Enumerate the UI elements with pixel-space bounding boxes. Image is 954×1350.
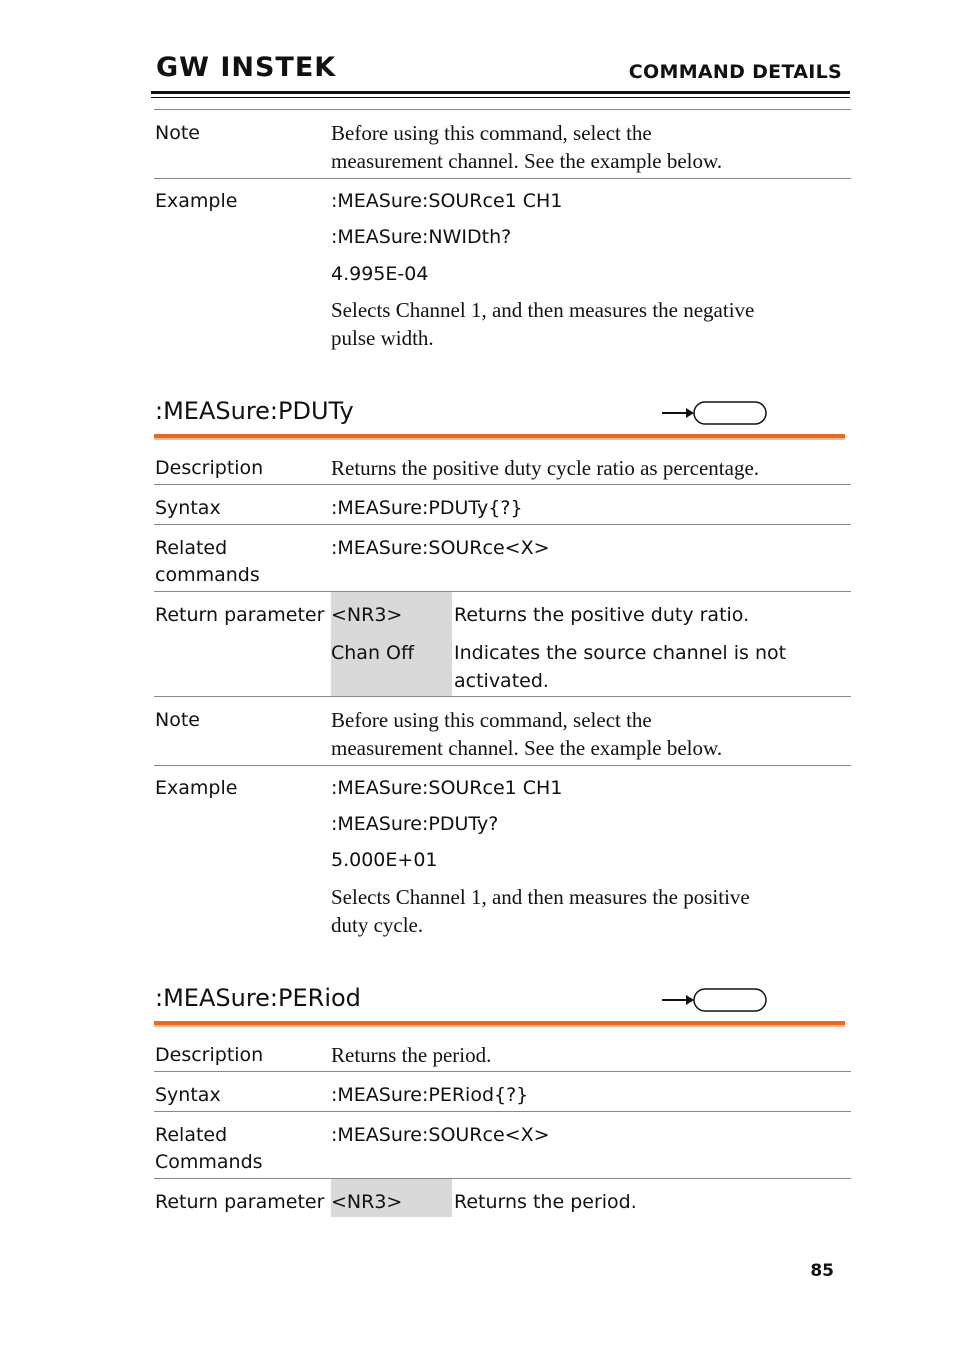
gw-instek-logo: GW INSTEK bbox=[156, 52, 337, 83]
section-rule-shadow bbox=[154, 1025, 845, 1027]
related-label-line-1: Related bbox=[155, 537, 228, 559]
related-command: :MEASure:SOURce<X> bbox=[331, 537, 550, 559]
note-text-line-1: Before using this command, select the bbox=[331, 121, 652, 145]
description-label: Description bbox=[155, 1044, 264, 1066]
row-divider bbox=[154, 765, 851, 766]
related-label-line-2: commands bbox=[155, 564, 260, 586]
related-label-line-1: Related bbox=[155, 1124, 228, 1146]
return-parameter-label: Return parameter bbox=[155, 604, 325, 626]
example-label: Example bbox=[155, 777, 238, 799]
example-desc-line-1: Selects Channel 1, and then measures the negative bbox=[331, 298, 755, 322]
note-text-line-2: measurement channel. See the example below. bbox=[331, 736, 723, 760]
example-label: Example bbox=[155, 190, 238, 212]
example-desc-line-2: pulse width. bbox=[331, 326, 434, 350]
syntax-text: :MEASure:PERiod{?} bbox=[331, 1084, 529, 1106]
note-label: Note bbox=[155, 709, 200, 731]
return-param-desc: Returns the positive duty ratio. bbox=[454, 604, 750, 626]
example-line: :MEASure:SOURce1 CH1 bbox=[331, 190, 563, 212]
related-command: :MEASure:SOURce<X> bbox=[331, 1124, 550, 1146]
return-param-desc-line-1: Indicates the source channel is not bbox=[454, 642, 787, 664]
syntax-label: Syntax bbox=[155, 1084, 221, 1106]
return-param-name: <NR3> bbox=[331, 1191, 403, 1213]
row-divider bbox=[154, 524, 851, 525]
row-divider bbox=[154, 1178, 851, 1179]
syntax-text: :MEASure:PDUTy{?} bbox=[331, 497, 523, 519]
row-divider bbox=[154, 591, 851, 592]
return-parameter-label: Return parameter bbox=[155, 1191, 325, 1213]
row-divider bbox=[154, 178, 851, 179]
description-text: Returns the positive duty cycle ratio as percentage. bbox=[331, 456, 760, 480]
section-title-pduty: :MEASure:PDUTy bbox=[155, 397, 354, 425]
example-line: :MEASure:PDUTy? bbox=[331, 813, 499, 835]
section-rule-shadow bbox=[154, 438, 845, 440]
example-line: :MEASure:NWIDth? bbox=[331, 226, 512, 248]
section-title-period: :MEASure:PERiod bbox=[155, 984, 361, 1012]
example-line: 5.000E+01 bbox=[331, 849, 438, 871]
return-param-desc-line-2: activated. bbox=[454, 670, 549, 692]
note-text-line-2: measurement channel. See the example below. bbox=[331, 149, 723, 173]
description-label: Description bbox=[155, 457, 264, 479]
page-number: 85 bbox=[810, 1261, 834, 1281]
header-rule-thin bbox=[151, 97, 850, 98]
query-arrow-icon bbox=[660, 400, 768, 426]
return-param-name: Chan Off bbox=[331, 642, 415, 664]
example-desc-line-1: Selects Channel 1, and then measures the positive bbox=[331, 885, 750, 909]
row-divider bbox=[154, 696, 851, 697]
note-label: Note bbox=[155, 122, 200, 144]
return-param-desc: Returns the period. bbox=[454, 1191, 637, 1213]
row-divider bbox=[154, 1111, 851, 1112]
chapter-title: COMMAND DETAILS bbox=[628, 61, 842, 83]
example-desc-line-2: duty cycle. bbox=[331, 913, 424, 937]
description-text: Returns the period. bbox=[331, 1043, 492, 1067]
header-rule bbox=[151, 91, 850, 94]
note-text-line-1: Before using this command, select the bbox=[331, 708, 652, 732]
row-divider bbox=[154, 484, 851, 485]
query-arrow-icon bbox=[660, 987, 768, 1013]
related-label-line-2: Commands bbox=[155, 1151, 263, 1173]
syntax-label: Syntax bbox=[155, 497, 221, 519]
return-param-name: <NR3> bbox=[331, 604, 403, 626]
row-divider bbox=[154, 109, 851, 110]
row-divider bbox=[154, 1071, 851, 1072]
example-line: 4.995E-04 bbox=[331, 263, 429, 285]
example-line: :MEASure:SOURce1 CH1 bbox=[331, 777, 563, 799]
